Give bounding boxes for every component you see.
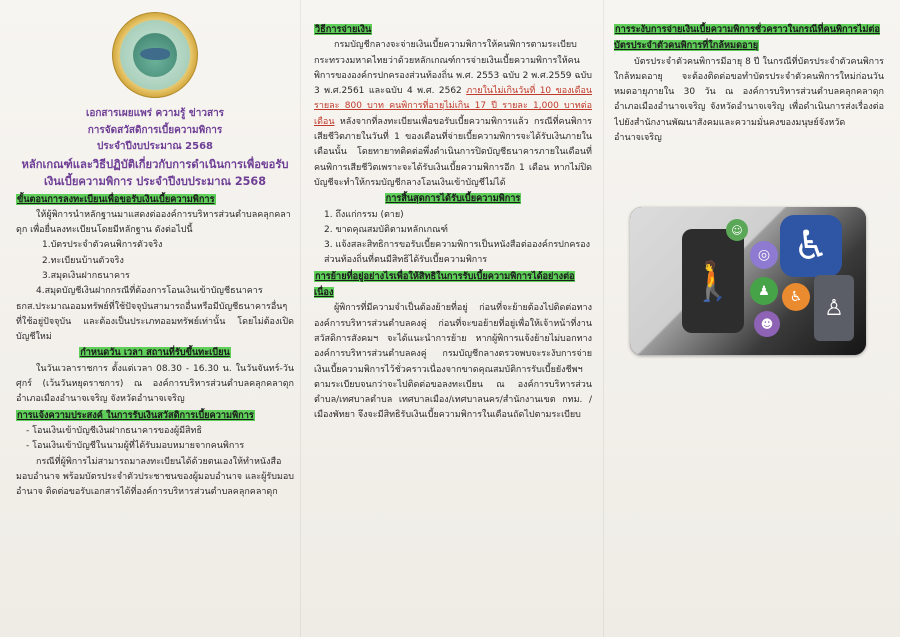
doc-title-line-1: เอกสารเผยแพร่ ความรู้ ข่าวสาร xyxy=(85,108,225,119)
termination-item-3: 3. แจ้งสละสิทธิการขอรับเบี้ยความพิการเป็นหนังสือต่อองค์กรปกครองส่วนท้องถิ่นที่ตนมีสิทธิได้รับเบี้ยความพิการ xyxy=(324,240,591,266)
heading-payment-method: วิธีการจ่ายเงิน xyxy=(315,24,372,35)
heading-schedule: กำหนดวัน เวลา สถานที่รับขึ้นทะเบียน xyxy=(80,347,230,359)
doc-title-line-3: ประจำปีงบประมาณ 2568 xyxy=(96,141,214,152)
relocation-text: ผู้พิการที่มีความจำเป็นต้องย้ายที่อยู่ ก่อนที่จะย้ายต้องไปติดต่อทางองค์การบริหารส่วนตำบลคงคู่ ก่อนที่จะขอย้ายที่อยู่เพื่อให้เจ้าหน้าที่งานสวัสดิการสังคมฯ จะได้แนะนำการย้าย หากผู้พิการแจ้งย้ายไม่บอกทางองค์การบริหารส่วนตำบลคงคู่ กรมบัญชีกลางตรวจพบจะระงับการจ่ายเงินเบี้ยความพิการไว้ชั่วคราวเนื่องจากขาดคุณสมบัติการรับเบี้ยยังชีพฯ ตามระเบียบจนกว่าจะไปติดต่อขอลงทะเบียน ณ องค์การบริหารส่วนตำบล/เทศบาลตำบล เทศบาลเมือง/เทศบาลนคร/สำนักงานเขต กทม. /เมืองพัทยา จึงจะมีสิทธิรับเงินเบี้ยความพิการในเดือนถัดไปตามระเบียบ xyxy=(314,303,592,421)
doc-item-1: 1.บัตรประจำตัวคนพิการตัวจริง xyxy=(42,240,163,251)
payment-amount-text: ภายในไม่เกินวันที่ 10 ของเดือน รายละ 800 บาท คนพิการที่อายุไม่เกิน 17 ปี รายละ 1,000 บาทต่อเดือน xyxy=(314,86,592,127)
registration-intro: ให้ผู้พิการนำหลักฐานมาแสดงต่อองค์การบริหารส่วนตำบลคลุกคลาดุก เพื่อยื่นลงทะเบียนโดยมีหลักฐาน ดังต่อไปนี้ xyxy=(16,209,291,236)
organization-seal-icon xyxy=(112,12,198,98)
proxy-text: กรณีที่ผู้พิการไม่สามารถมาลงทะเบียนได้ด้วยตนเองให้ทำหนังสือมอบอำนาจ พร้อมบัตรประจำตัวประชาชนของผู้มอบอำนาจ และผู้รับมอบอำนาจ ติดต่อขอรับเอกสารได้ที่องค์การบริหารส่วนตำบลคลุกคลาดุก xyxy=(16,456,294,498)
payment-text-b: หลังจากที่ลงทะเบียนเพื่อขอรับเบี้ยความพิการแล้ว กรณีที่คนพิการเสียชีวิตภายในวันที่ 1 ของเดือนที่จ่ายเบี้ยความพิการจะได้รับเงินภายในเดือนนั้น โดยทายาทติดต่อพึ่งดำเนินการปิดบัญชีธนาคารภายในเดือนที่คนพิการเสียชีวิตเพราะจะได้รับเงินเบี้ยความพิการอีก 1 เดือน หากไม่ปิดบัญชีจะทำให้กรมบัญชีกลางโอนเงินเข้าบัญชีไม่ได้ xyxy=(314,116,592,188)
doc-subtitle-line-1: หลักเกณฑ์และวิธีปฏิบัติเกี่ยวกับการดำเนินการเพื่อขอรับ xyxy=(21,157,289,171)
termination-item-1: 1. ถึงแก่กรรม (ตาย) xyxy=(324,209,404,220)
column-left xyxy=(16,0,294,637)
payment-option-2: - โอนเงินเข้าบัญชีในนามผู้ที่ได้รับมอบหมายจากคนพิการ xyxy=(26,441,245,452)
payment-text-a: กรมบัญชีกลางจะจ่ายเงินเบี้ยความพิการให้คนพิการตามระเบียบกระทรวงมหาดไทยว่าด้วยหลักเกณฑ์การจ่ายเงินเบี้ยความพิการให้คนพิการขององค์กรปกครองส่วนท้องถิ่น พ.ศ. 2553 ฉบับ 2 พ.ศ.2559 ฉบับ 3 พ.ศ.2561 และฉบับ 4 พ.ศ. 2562 xyxy=(314,40,592,97)
doc-subtitle-line-2: เงินเบี้ยความพิการ ประจำปีงบประมาณ 2568 xyxy=(44,174,266,188)
elderly-icon: ♿ xyxy=(782,283,810,311)
payment-option-1: - โอนเงินเข้าบัญชีเงินฝากธนาคารของผู้มีสิทธิ xyxy=(26,425,202,436)
standing-person-icon: ♟ xyxy=(750,277,778,305)
wheelchair-icon: ♿ xyxy=(780,215,842,277)
hearing-icon: ◎ xyxy=(750,241,778,269)
family-icon: ☻ xyxy=(754,311,780,337)
termination-item-2: 2. ขาดคุณสมบัติตามหลักเกณฑ์ xyxy=(324,224,448,235)
logo-area xyxy=(16,12,294,98)
fold-line-left xyxy=(300,0,301,637)
doc-item-4: 4.สมุดบัญชีเงินฝากกรณีที่ต้องการโอนเงินเข้าบัญชีธนาคาร ธกส.ประมาณออมทรัพย์ที่ใช้ปัจจุบันสามารถอื่นหรือมีบัญชีธนาคารอื่นๆ ที่ใช้อยู่ปัจจุบัน และต้องเป็นประเภทออมทรัพย์เท่านั้น โดยไม่ต้องเปิดบัญชีใหม่ xyxy=(16,286,294,343)
doc-item-3: 3.สมุดเงินฝากธนาคาร xyxy=(42,270,130,281)
blind-person-icon: 🚶 xyxy=(682,229,744,333)
suspension-text: บัตรประจำตัวคนพิการมีอายุ 8 ปี ในกรณีที่บัตรประจำตัวคนพิการใกล้หมดอายุ จะต้องติดต่อขอทำบัตรประจำตัวคนพิการใหม่ก่อนวันหมดอายุภายใน 30 วัน ณ องค์การบริหารส่วนตำบลคลุกคลาดุก อำเภอเมืองอำนาจเจริญ จังหวัดอำนาจเจริญ เพื่อดำเนินการส่งเรื่องต่อไปยังสำนักงานพัฒนาสังคมและความมั่นคงของมนุษย์จังหวัดอำนาจเจริญ xyxy=(614,56,884,144)
doc-item-2: 2.ทะเบียนบ้านตัวจริง xyxy=(42,255,124,266)
heading-suspension: การระงับการจ่ายเงินเบี้ยความพิการชั่วคราวในกรณีที่คนพิการไม่ต่อบัตรประจำตัวคนพิการที่ใกล้หมดอายุ xyxy=(614,24,880,52)
doc-title-line-2: การจัดสวัสดิการเบี้ยความพิการ xyxy=(87,124,223,136)
schedule-text: ในวันเวลาราชการ ตั้งแต่เวลา 08.30 - 16.30 น. ในวันจันทร์-วันศุกร์ (เว้นวันหยุดราชการ) ณ องค์การบริหารส่วนตำบลคลุกคลาดุก อำเภอเมืองอำนาจเจริญ จังหวัดอำนาจเจริญ xyxy=(16,363,294,405)
cane-user-icon: ♙ xyxy=(814,275,854,341)
disability-symbols-image xyxy=(630,207,866,355)
heading-payment-preference: การแจ้งความประสงค์ ในการรับเงินสวัสดิการเบี้ยความพิการ xyxy=(17,409,254,421)
column-right xyxy=(614,0,884,637)
heading-termination: การสิ้นสุดการได้รับเบี้ยความพิการ xyxy=(385,193,521,205)
column-middle xyxy=(314,0,592,637)
person-small-icon: ☺ xyxy=(726,219,748,241)
heading-relocation: การย้ายที่อยู่อย่างไรเพื่อให้สิทธิในการรับเบี้ยความพิการได้อย่างต่อเนื่อง xyxy=(314,270,575,299)
heading-registration-steps: ขั้นตอนการลงทะเบียนเพื่อขอรับเงินเบี้ยความพิการ xyxy=(17,193,215,205)
fold-line-right xyxy=(603,0,604,637)
seal-fish-icon xyxy=(140,48,170,60)
